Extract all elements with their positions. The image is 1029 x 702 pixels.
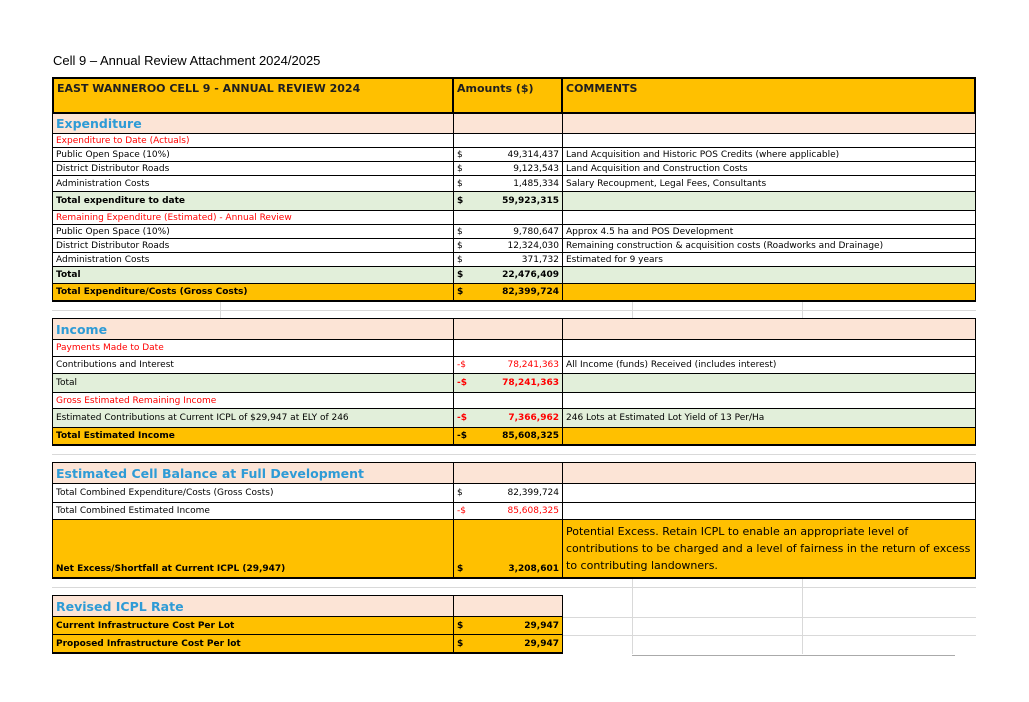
- amount: 82,399,724: [502, 287, 559, 297]
- amount: 9,123,543: [513, 163, 559, 174]
- row-label: Contributions and Interest: [52, 357, 454, 374]
- comment: Approx 4.5 ha and POS Development: [563, 225, 976, 239]
- row-label: Total: [52, 374, 454, 393]
- comment: Potential Excess. Retain ICPL to enable an appropriate level of contributions to be charged and a level of fairness in the return of excess to contributing landowners.: [563, 520, 976, 579]
- amount: 82,399,724: [507, 488, 559, 498]
- list-item: [52, 340, 976, 357]
- table-row: [52, 617, 563, 635]
- table-header: [52, 77, 976, 114]
- row-label: District Distributor Roads: [52, 162, 454, 176]
- list-item: [52, 393, 976, 409]
- amount: 1,485,334: [513, 178, 559, 189]
- currency: $: [457, 488, 463, 498]
- header-comments: COMMENTS: [563, 79, 976, 114]
- page-title: Cell 9 – Annual Review Attachment 2024/2025: [53, 53, 321, 68]
- table-row: [52, 635, 563, 654]
- amount: 7,366,962: [508, 413, 559, 423]
- amount: 12,324,030: [507, 240, 559, 251]
- currency: -$: [457, 360, 466, 370]
- balance-section: [52, 462, 976, 484]
- header-amounts: Amounts ($): [454, 79, 563, 114]
- total-row: [52, 374, 976, 393]
- grand-total-row: [52, 428, 976, 446]
- amount: 78,241,363: [507, 360, 559, 370]
- comment: Land Acquisition and Historic POS Credits (where applicable): [563, 148, 976, 162]
- subsection-label: Payments Made to Date: [52, 340, 454, 357]
- amount: 29,947: [524, 620, 559, 631]
- currency: $: [457, 240, 463, 251]
- row-label: Total: [52, 267, 454, 284]
- currency: $: [457, 163, 463, 174]
- table-row: [52, 148, 976, 162]
- row-label: Proposed Infrastructure Cost Per lot: [52, 635, 454, 654]
- grand-total-row: [52, 284, 976, 302]
- currency: -$: [457, 413, 467, 423]
- comment: Land Acquisition and Construction Costs: [563, 162, 976, 176]
- amount: 9,780,647: [513, 226, 559, 237]
- currency: -$: [457, 431, 467, 441]
- row-label: Total Expenditure/Costs (Gross Costs): [52, 284, 454, 302]
- header-title: EAST WANNEROO CELL 9 - ANNUAL REVIEW 2024: [52, 79, 454, 114]
- subsection-label: Gross Estimated Remaining Income: [52, 393, 454, 409]
- table-row: [52, 253, 976, 267]
- subsection-label: Expenditure to Date (Actuals): [52, 134, 454, 148]
- row-label: Administration Costs: [52, 176, 454, 192]
- income-section: [52, 318, 976, 340]
- currency: $: [457, 254, 463, 265]
- currency: $: [457, 620, 464, 631]
- row-label: Total Estimated Income: [52, 428, 454, 446]
- table-row: [52, 503, 976, 520]
- row-label: Public Open Space (10%): [52, 148, 454, 162]
- row-label: District Distributor Roads: [52, 239, 454, 253]
- net-row: [52, 520, 976, 579]
- amount: 29,947: [524, 638, 559, 649]
- table-row: [52, 162, 976, 176]
- row-label: Total Combined Expenditure/Costs (Gross Costs): [52, 484, 454, 503]
- currency: $: [457, 226, 463, 237]
- amount: 371,732: [521, 254, 559, 265]
- icpl-section: [52, 595, 563, 617]
- currency: $: [457, 178, 463, 189]
- amount: 85,608,325: [502, 431, 559, 441]
- row-label: Net Excess/Shortfall at Current ICPL (29,947): [52, 520, 454, 579]
- comment: 246 Lots at Estimated Lot Yield of 13 Per/Ha: [563, 409, 976, 428]
- amount: 3,208,601: [508, 564, 559, 574]
- expenditure-section: [52, 114, 976, 134]
- total-row: [52, 267, 976, 284]
- amount: 78,241,363: [502, 378, 559, 388]
- comment: Remaining construction & acquisition costs (Roadworks and Drainage): [563, 239, 976, 253]
- subsection-label: Remaining Expenditure (Estimated) - Annual Review: [52, 211, 454, 225]
- currency: $: [457, 196, 464, 206]
- table-row: [52, 409, 976, 428]
- comment: All Income (funds) Received (includes interest): [563, 357, 976, 374]
- list-item: [52, 211, 976, 225]
- section-title: Income: [52, 318, 454, 340]
- currency: $: [457, 149, 463, 160]
- comment: Salary Recoupment, Legal Fees, Consultants: [563, 176, 976, 192]
- row-label: Total Combined Estimated Income: [52, 503, 454, 520]
- section-title: Expenditure: [52, 114, 454, 134]
- table-row: [52, 225, 976, 239]
- comment: Estimated for 9 years: [563, 253, 976, 267]
- row-label: Total expenditure to date: [52, 192, 454, 211]
- currency: $: [457, 270, 464, 280]
- row-label: Estimated Contributions at Current ICPL of $29,947 at ELY of 246: [52, 409, 454, 428]
- amount: 49,314,437: [507, 149, 559, 160]
- amount: 85,608,325: [507, 506, 559, 516]
- currency: -$: [457, 378, 467, 388]
- currency: -$: [457, 506, 466, 516]
- table-row: [52, 357, 976, 374]
- table-row: [52, 176, 976, 192]
- row-label: Public Open Space (10%): [52, 225, 454, 239]
- amount: 59,923,315: [502, 196, 559, 206]
- amount: 22,476,409: [502, 270, 559, 280]
- total-row: [52, 192, 976, 211]
- list-item: [52, 134, 976, 148]
- table-row: [52, 239, 976, 253]
- currency: $: [457, 287, 464, 297]
- currency: $: [457, 564, 464, 574]
- section-title: Estimated Cell Balance at Full Development: [52, 462, 454, 484]
- row-label: Administration Costs: [52, 253, 454, 267]
- table-row: [52, 484, 976, 503]
- row-label: Current Infrastructure Cost Per Lot: [52, 617, 454, 635]
- currency: $: [457, 638, 464, 649]
- section-title: Revised ICPL Rate: [52, 595, 454, 617]
